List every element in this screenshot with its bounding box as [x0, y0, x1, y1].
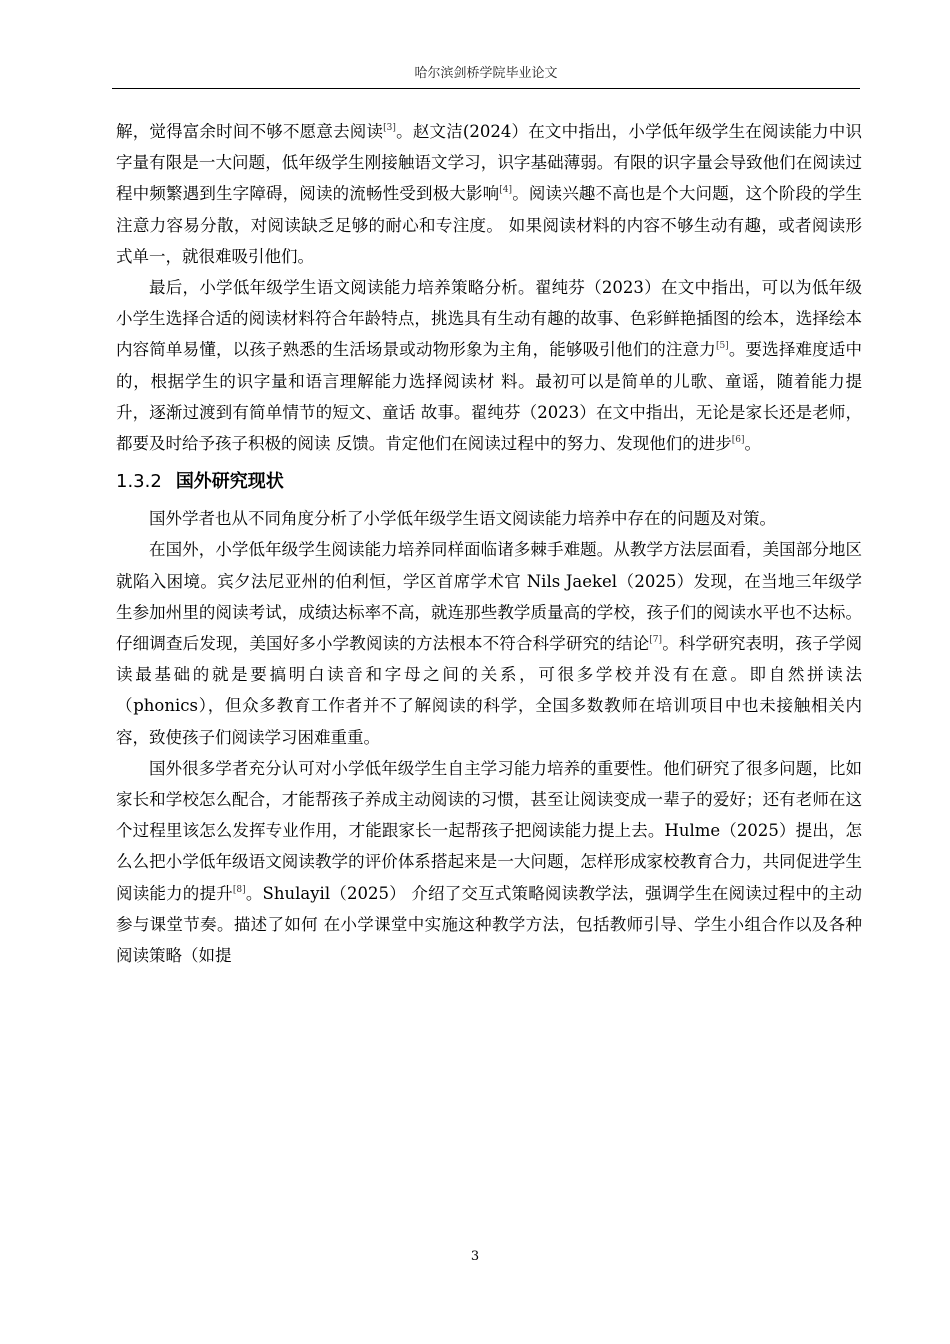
- paragraph-text: 在国外，小学低年级学生阅读能力培养同样面临诸多棘手难题。从教学方法层面看，美国部分地区就陷入困境。宾夕法尼亚州的伯利恒，学区首席学术官 Nils Jaekel（2025）发现，在当地三年级学生参加州里的阅读考试，成绩达标率不高，就连那些教学质量高的学校，孩子们的阅读水平也不达标。仔细调查后发现，美国好多小学教阅读的方法根本不符合科学研究的结论: [116, 540, 862, 654]
- citation-marker: [4]: [499, 185, 513, 196]
- paragraph: [116, 503, 862, 534]
- citation-marker: [6]: [731, 435, 745, 446]
- paragraph-text: 。赵文洁(2024）在文中指出，小学低年级学生在阅读能力中识字量有限是一大问题，低年级学生刚接触语文学习，识字基础薄弱。有限的识字量会导致他们在阅读过程中频繁遇到生字障碍，阅读的流畅性受到极大影响: [116, 122, 862, 204]
- paragraph-text: 。Shulayil（2025） 介绍了交互式策略阅读教学法，强调学生在阅读过程中的主动参与课堂节奏。描述了如何 在小学课堂中实施这种教学方法，包括教师引导、学生小组合作以及各种阅读策略（如提: [116, 883, 863, 966]
- paragraph-text: 。: [744, 434, 761, 454]
- citation-marker: [7]: [649, 635, 663, 646]
- paragraph-text: 解，觉得富余时间不够不愿意去阅读: [116, 122, 384, 141]
- paragraph-text: 。要选择难度适中的，根据学生的识字量和语言理解能力选择阅读材 料。最初可以是简单的儿歌、童谣，随着能力提升，逐渐过渡到有简单情节的短文、童话 故事。翟纯芬（2023）在文中指出，无论是家长还是老师，都要及时给予孩子积极的阅读 反馈。肯定他们在阅读过程中的努力、发现他们的进步: [116, 340, 863, 454]
- section-title: 国外研究现状: [175, 471, 284, 493]
- paragraph-continued: [116, 116, 862, 272]
- header-divider: [112, 88, 860, 89]
- section-number: 1.3.2: [116, 471, 162, 493]
- running-header: 哈尔滨剑桥学院毕业论文: [414, 66, 558, 81]
- paragraph-text: 国外很多学者充分认可对小学低年级学生自主学习能力培养的重要性。他们研究了很多问题，比如家长和学校怎么配合，才能帮孩子养成主动阅读的习惯，甚至让阅读变成一辈子的爱好；还有老师在这个过程里该怎么发挥专业作用，才能跟家长一起帮孩子把阅读能力提上去。Hulme（2025）提出，怎么么把小学低年级语文阅读教学的评价体系搭起来是一大问题，怎样形成家校教育合力，共同促进学生阅读能力的提升: [116, 758, 862, 903]
- paragraph-text: 最后，小学低年级学生语文阅读能力培养策略分析。翟纯芬（2023）在文中指出，可以为低年级小学生选择合适的阅读材料符合年龄特点，挑选具有生动有趣的故事、色彩鲜艳插图的绘本，选择绘本内容简单易懂，以孩子熟悉的生活场景或动物形象为主角，能够吸引他们的注意力: [116, 278, 862, 360]
- paragraph-text: 。阅读兴趣不高也是个大问题，这个阶段的学生注意力容易分散，对阅读缺乏足够的耐心和专注度。 如果阅读材料的内容不够生动有趣，或者阅读形式单一，就很难吸引他们。: [116, 184, 863, 266]
- section-heading: [116, 465, 862, 499]
- paragraph-text: 。科学研究表明，孩子学阅读最基础的就是要搞明白读音和字母之间的关系，可很多学校并没有在意。即自然拼读法（phonics），但众多教育工作者并不了解阅读的科学，全国多数教师在培训项目中也未接触相关内容，致使孩子们阅读学习困难重重。: [116, 634, 863, 747]
- paragraph: [116, 272, 862, 459]
- citation-marker: [5]: [715, 341, 729, 352]
- body-text: [116, 116, 862, 971]
- citation-marker: [3]: [383, 123, 396, 133]
- citation-marker: [8]: [232, 884, 246, 895]
- page-number: 3: [470, 1249, 480, 1264]
- paragraph: [116, 534, 862, 752]
- paragraph: [116, 753, 862, 971]
- paragraph-text: 国外学者也从不同角度分析了小学低年级学生语文阅读能力培养中存在的问题及对策。: [149, 509, 776, 529]
